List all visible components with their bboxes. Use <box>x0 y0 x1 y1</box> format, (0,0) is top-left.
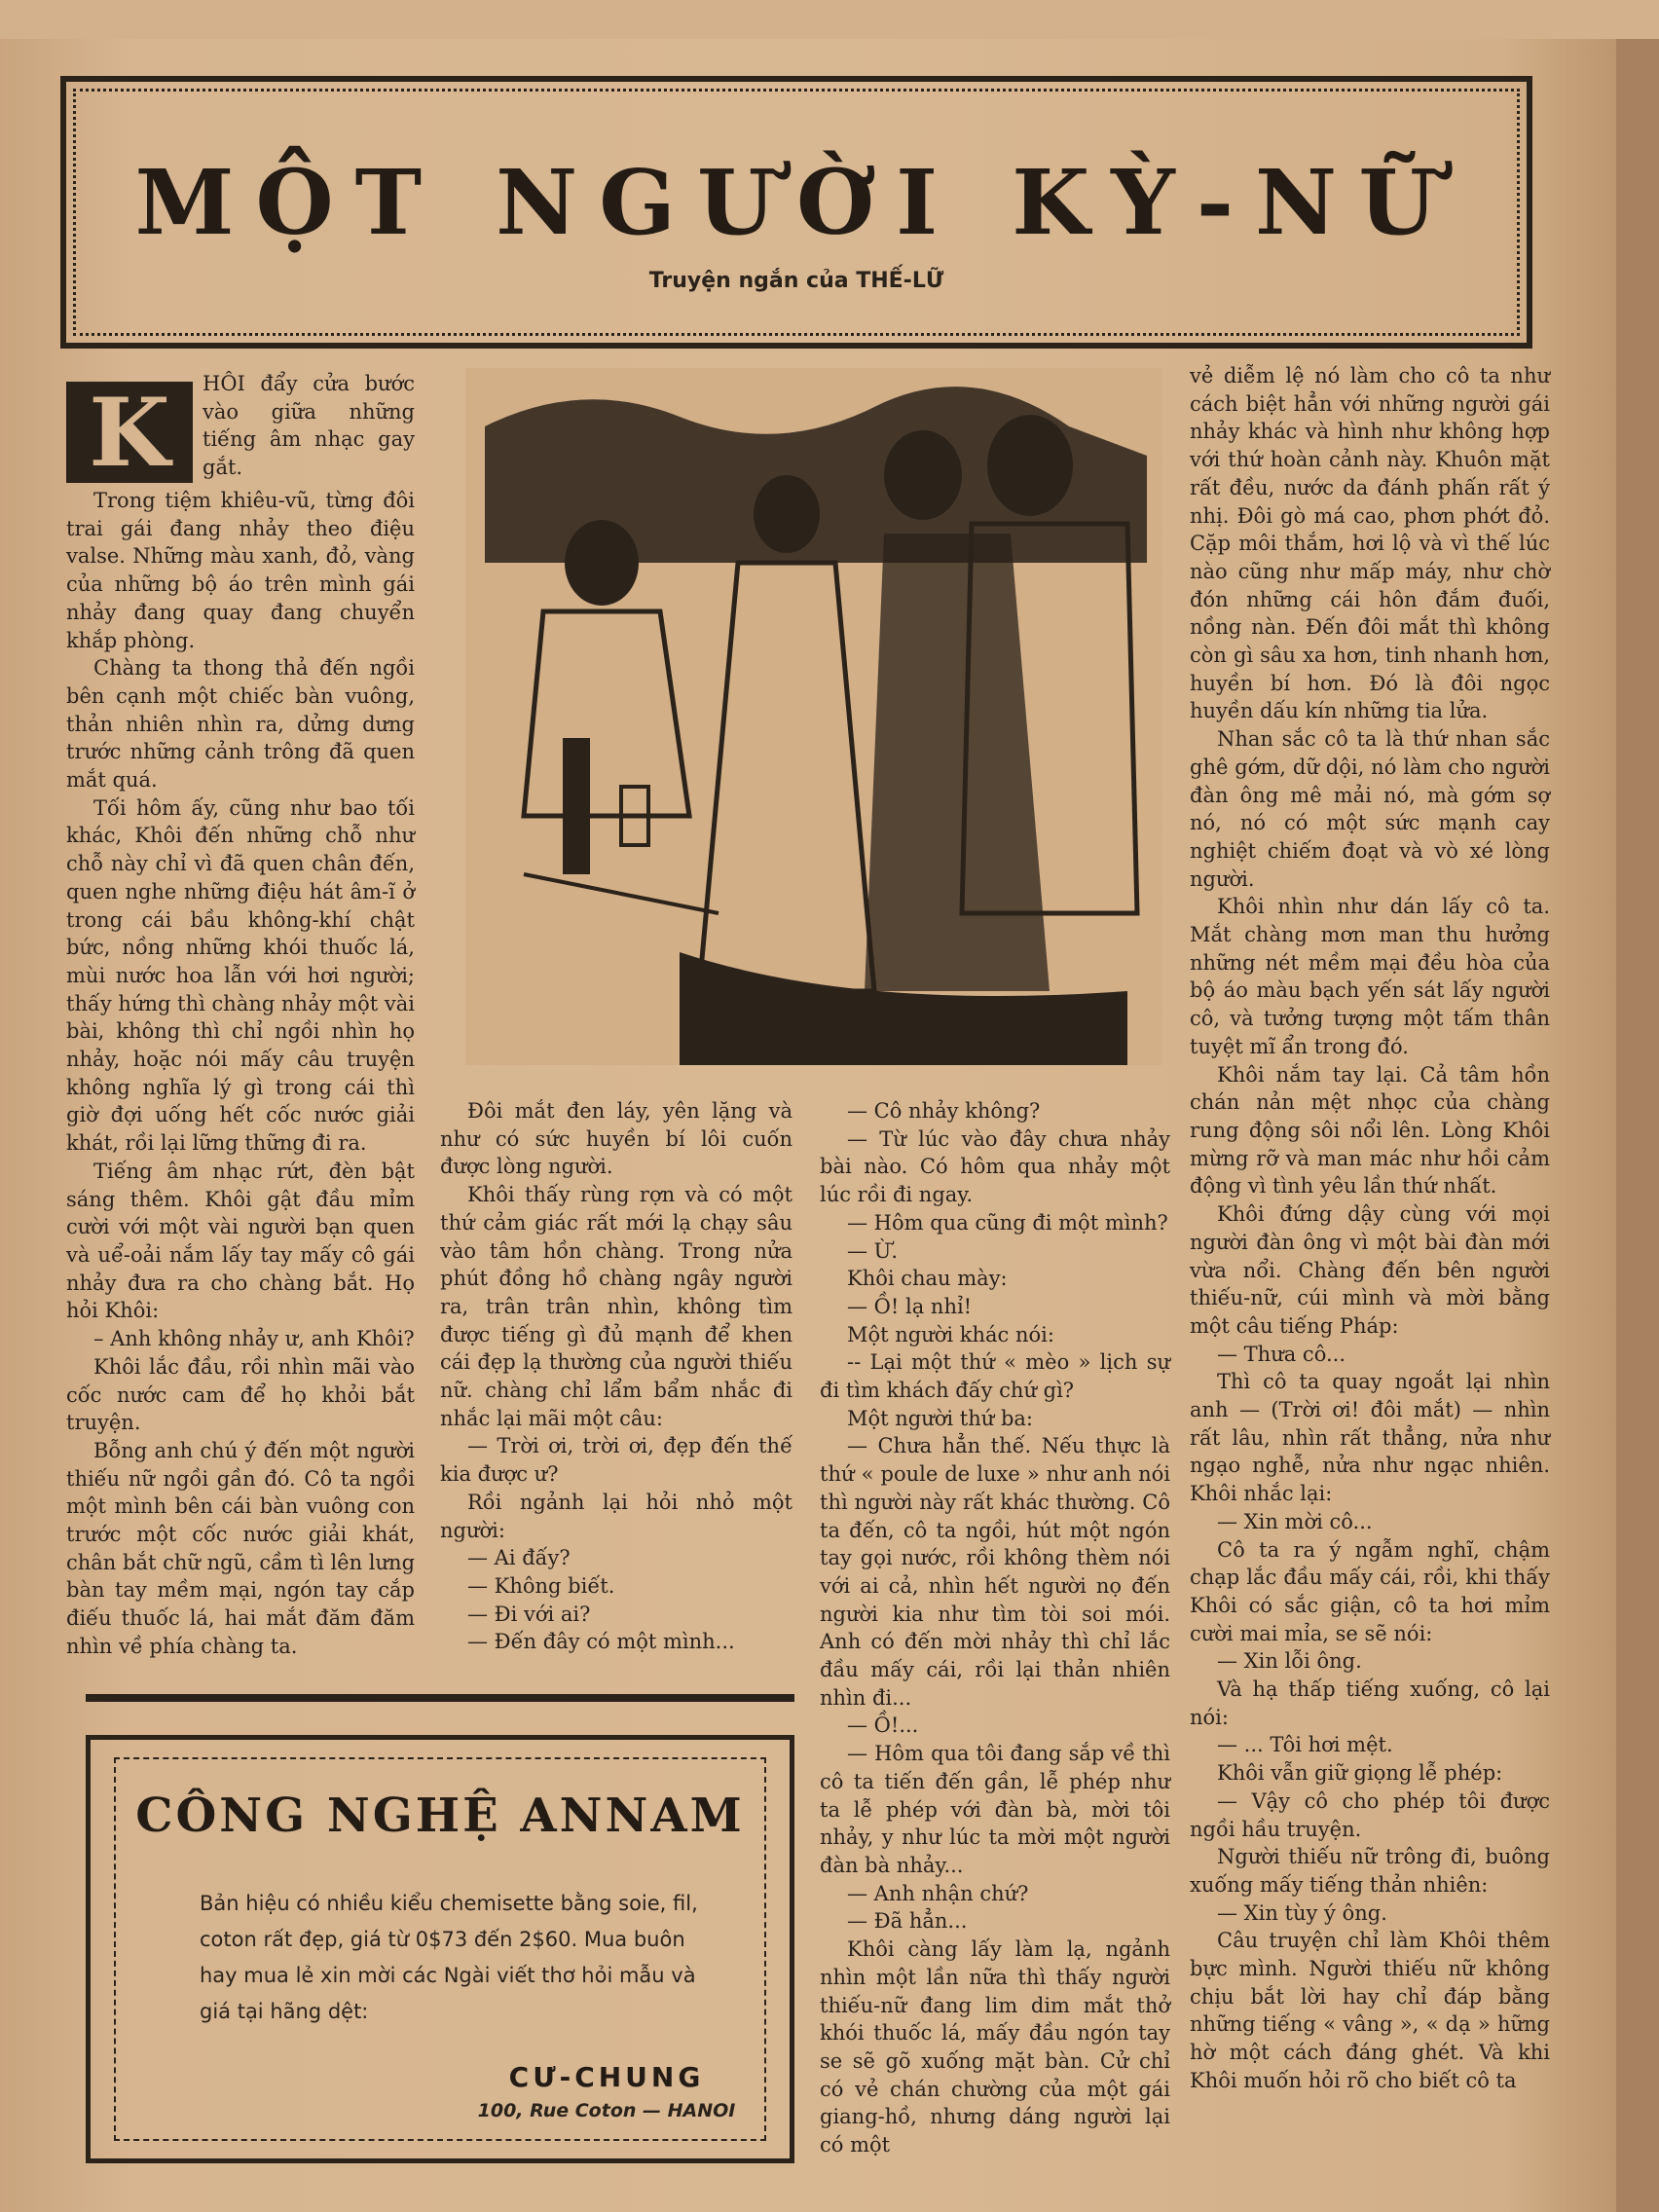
paragraph: Khôi nhìn như dán lấy cô ta. Mắt chàng mơn man thu hưởng những nét mềm mại đều hòa của bộ áo màu bạch yến sát lấy người cô, và tưởng tượng một tấm thân tuyệt mĩ ẩn trong đó. <box>1190 895 1550 1058</box>
paragraph: — Thưa cô... <box>1217 1342 1346 1366</box>
paragraph: — Chưa hẳn thế. Nếu thực là thứ « poule de luxe » như anh nói thì người này rất khác thường. Cô ta đến, cô ta ngồi, hút một ngón tay gọi nước, rồi không thèm nói với ai cả, nhìn hết người nọ đến người kia như tìm tòi soi mói. Anh có đến mời nhảy thì chỉ lắc đầu mấy cái, rồi lại thản nhiên nhìn đi... <box>820 1434 1170 1710</box>
advertisement <box>86 1735 794 2163</box>
paragraph: Khôi đứng dậy cùng với mọi người đàn ông vì một bài đàn mới vừa nổi. Chàng đến bên người thiếu-nữ, cúi mình và mời bằng một câu tiếng Pháp: <box>1190 1202 1550 1338</box>
paragraph: Khôi nắm tay lại. Cả tâm hồn chán nản mệt nhọc của chàng rung động sôi nổi lên. Lòng Khôi mừng rỡ và man mác như hồi cảm động vì tình yêu lần thứ nhất. <box>1190 1062 1550 1198</box>
paragraph: Cô ta ra ý ngẫm nghĩ, chậm chạp lắc đầu mấy cái, rồi, khi thấy Khôi có sắc giận, cô ta hơi mỉm cười mai mỉa, se sẽ nói: <box>1190 1537 1550 1645</box>
paragraph: Khôi càng lấy làm lạ, ngảnh nhìn một lần nữa thì thấy người thiếu-nữ đang lim dim mắt thở khói thuốc lá, mấy đầu ngón tay se sẽ gõ xuống mặt bàn. Cử chỉ có vẻ chán chường của một gái giang-hồ, nhưng dáng người lại có một <box>820 1937 1170 2157</box>
paragraph: — Đã hẳn... <box>847 1909 968 1934</box>
paragraph: — Đến đây có một mình... <box>467 1630 735 1654</box>
paragraph: Câu truyện chỉ làm Khôi thêm bực mình. Người thiếu nữ không chịu bắt lời hay chỉ đáp bằng những tiếng « vâng », « dạ » hững hờ một cách đáng ghét. Và khi Khôi muốn hỏi rõ cho biết cô ta <box>1190 1929 1550 2092</box>
paragraph: Thì cô ta quay ngoắt lại nhìn anh — (Trời ơi! đôi mắt) — nhìn rất lâu, nhìn rất thẳng, nửa như ngạo nghễ, nửa như ngạc nhiên. Khôi nhắc lại: <box>1190 1370 1550 1506</box>
paragraph: — Không biết. <box>467 1573 615 1598</box>
paragraph: Tiếng âm nhạc rứt, đèn bật sáng thêm. Khôi gật đầu mỉm cười với một vài người bạn quen và uể-oải nắm lấy tay mấy cô gái nhảy đưa ra cho chàng bắt. Họ hỏi Khôi: <box>66 1159 415 1323</box>
ad-address: 100, Rue Coton — HANOI <box>477 2100 736 2121</box>
paragraph: Khôi lắc đầu, rồi nhìn mãi vào cốc nước cam để họ khỏi bắt truyện. <box>66 1354 415 1435</box>
paragraph: — Ai đấy? <box>467 1546 571 1570</box>
paragraph: — Anh nhận chứ? <box>847 1881 1029 1905</box>
paragraph: — Xin lỗi ông. <box>1217 1649 1362 1674</box>
ad-company-name: CƯ-CHUNG <box>508 2061 705 2093</box>
column-4 <box>1190 362 1550 2095</box>
drop-cap: K <box>66 382 193 483</box>
paragraph: — Vậy cô cho phép tôi được ngồi hầu truyện. <box>1190 1788 1550 1841</box>
dance-hall-illustration <box>465 368 1162 1065</box>
paragraph: — Xin mời cô... <box>1217 1509 1373 1533</box>
paragraph: — Ồ!... <box>847 1714 919 1738</box>
paragraph: — Xin tùy ý ông. <box>1217 1900 1387 1925</box>
paragraph: Rồi ngảnh lại hỏi nhỏ một người: <box>440 1490 793 1542</box>
paragraph: Tối hôm ấy, cũng như bao tối khác, Khôi đến những chỗ như chỗ này chỉ vì đã quen chân đến, quen nghe những điệu hát âm-ĩ ở trong cái bầu không-khí chật bức, nồng những khói thuốc lá, mùi nước hoa lẫn với hơi người; thấy hứng thì chàng nhảy một vài bài, không thì chỉ ngồi nhìn họ nhảy, hoặc nói mấy câu truyện không nghĩa lý gì trong cái thì giờ đợi uống hết cốc nước giải khát, rồi lại lững thững đi ra. <box>66 795 415 1156</box>
paragraph: Người thiếu nữ trông đi, buông xuống mấy tiếng thản nhiên: <box>1190 1845 1550 1897</box>
paragraph: HÔI đẩy cửa bước vào giữa những tiếng âm nhạc gay gắt. <box>203 372 415 480</box>
paragraph: Chàng ta thong thả đến ngồi bên cạnh một chiếc bàn vuông, thản nhiên nhìn ra, dửng dưng trước những cảnh trông đã quen mắt quá. <box>66 656 415 793</box>
ad-title: CÔNG NGHỆ ANNAM <box>135 1788 745 1843</box>
column-1 <box>203 370 415 482</box>
paragraph: Khôi vẫn giữ giọng lễ phép: <box>1217 1761 1503 1786</box>
paragraph: Nhan sắc cô ta là thứ nhan sắc ghê gớm, dữ dội, nó làm cho người đàn ông mê mải nó, mà gớm sợ nó, nó có một sức mạnh cay nghiệt chiếm đoạt và vò xé lòng người. <box>1190 727 1550 891</box>
byline: Truyện ngắn của THẾ-LỮ <box>648 269 944 293</box>
paragraph: vẻ diễm lệ nó làm cho cô ta như cách biệt hẳn với những người gái nhảy khác và hình như không hợp với thứ hoàn cảnh này. Khuôn mặt rất đều, nước da đánh phấn rất ý nhị. Đôi gò má cao, phơn phớt đỏ. Cặp môi thắm, hơi lộ và vì thế lúc nào cũng như mấp máy, như chờ đón những cái hôn đắm đuối, nồng nàn. Đến đôi mắt thì không còn gì sâu xa hơn, tinh nhanh hơn, huyền bí hơn. Đó là đôi ngọc huyền dấu kín những tia lửa. <box>1190 364 1550 723</box>
paragraph: — ... Tôi hơi mệt. <box>1217 1733 1393 1757</box>
paragraph: Một người khác nói: <box>847 1322 1054 1346</box>
paragraph: – Anh không nhảy ư, anh Khôi? <box>93 1327 415 1351</box>
paragraph: Khôi thấy rùng rợn và có một thứ cảm giác rất mới lạ chạy sâu vào tâm hồn chàng. Trong nửa phút đồng hồ chàng ngây người ra, trân trân nhìn, không tìm được tiếng gì đủ mạnh để khen cái đẹp lạ thường của người thiếu nữ. chàng chỉ lẩm bẩm nhắc đi nhắc lại mãi một câu: <box>440 1183 793 1430</box>
paragraph: — Trời ơi, trời ơi, đẹp đến thế kia được ư? <box>440 1434 793 1487</box>
paragraph: — Ồ! lạ nhỉ! <box>847 1294 973 1318</box>
paragraph: Đôi mắt đen láy, yên lặng và như có sức huyền bí lôi cuốn được lòng người. <box>440 1099 793 1179</box>
column-1-continued <box>66 487 415 1661</box>
paragraph: Khôi chau mày: <box>847 1267 1008 1291</box>
paragraph: Và hạ thấp tiếng xuống, cô lại nói: <box>1190 1677 1550 1729</box>
paragraph: Bỗng anh chú ý đến một người thiếu nữ ngồi gần đó. Cô ta ngồi một mình bên cái bàn vuông con trước một cốc nước giải khát, chân bắt chữ ngũ, cầm tì lên lưng bàn tay mềm mại, ngón tay cắp điếu thuốc lá, hai mắt đăm đăm nhìn về phía chàng ta. <box>66 1438 416 1658</box>
paragraph: -- Lại một thứ « mèo » lịch sự đi tìm khách đấy chứ gì? <box>820 1350 1170 1403</box>
paragraph: Trong tiệm khiêu-vũ, từng đôi trai gái đang nhảy theo điệu valse. Những màu xanh, đỏ, vàng của những bộ áo trên mình gái nhảy đang quay đang chuyển khắp phòng. <box>66 489 415 652</box>
title-frame <box>60 76 1532 349</box>
column-3 <box>820 1097 1170 2159</box>
paragraph: — Hôm qua tôi đang sắp về thì cô ta tiến đến gần, lễ phép như ta lễ phép với đàn bà, mời tôi nhảy, y như lúc ta mời một người đàn bà nhảy... <box>820 1742 1170 1877</box>
story-title: MỘT NGƯỜI KỲ-NỮ <box>134 150 1458 255</box>
paragraph: — Từ lúc vào đây chưa nhảy bài nào. Có hôm qua nhảy một lúc rồi đi ngay. <box>820 1126 1170 1207</box>
section-rule <box>86 1694 794 1702</box>
page-edge <box>1616 39 1659 2212</box>
paragraph: — Cô nhảy không? <box>847 1099 1041 1123</box>
paragraph: — Hôm qua cũng đi một mình? <box>847 1210 1168 1235</box>
paragraph: — Đi với ai? <box>467 1602 591 1626</box>
ad-body: Bản hiệu có nhiều kiểu chemisette bằng soie, fil, coton rất đẹp, giá từ 0$73 đến 2$60. Mua buôn hay mua lẻ xin mời các Ngài viết thơ hỏi mẫu và giá tại hãng dệt: <box>200 1892 698 2023</box>
paragraph: Một người thứ ba: <box>847 1406 1033 1430</box>
paragraph: — Ừ. <box>847 1238 899 1263</box>
column-2 <box>440 1097 793 1656</box>
